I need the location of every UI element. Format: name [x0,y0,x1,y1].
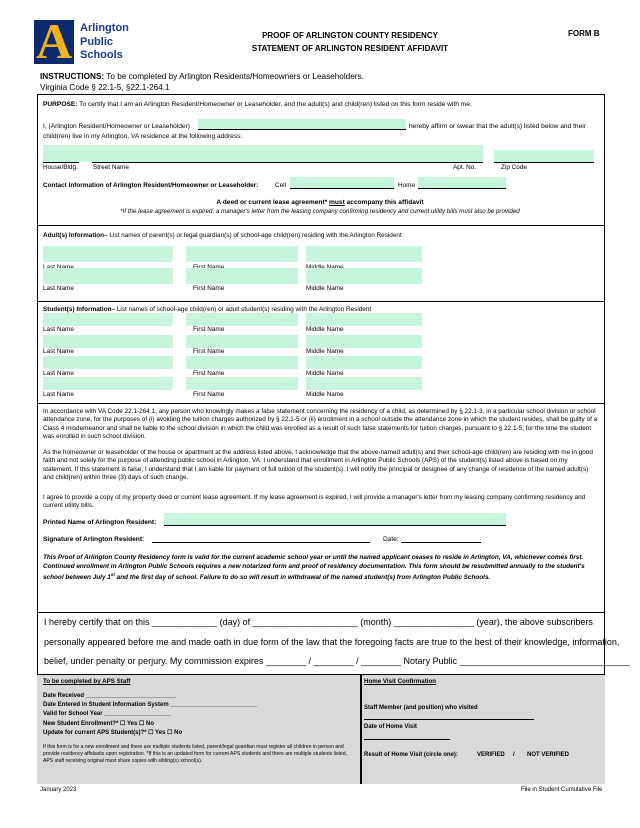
legal-paragraph-1: In accordance with VA Code 22.1-264.1, any person who knowingly makes a false statement concerning the residency of a child, as determined by § 22.1-3, in a particular school division or school attendance zone, for the purposes of (i) avoiding the tuition charges authorized by § 22.1-5 or (ii) enrollment in a school outside the attendance zone in which the student resides, shall be guilty of a Class 4 misdemeanor and shall be liable to the school division in which the child was enrolled as a result of such false statements for tuition charges, pursuant to § 22.1-5, for the time the student was enrolled in such school division. [43,408,598,441]
home-visit-title: Home Visit Confirmation [364,678,437,685]
signature-line[interactable] [152,542,370,543]
date-line[interactable] [401,542,481,543]
date-received: Date Received ___________________________ [43,693,176,699]
street-label: Street Name [93,164,129,171]
zip-field[interactable] [494,150,594,162]
option-separator: / [513,752,515,758]
legal-paragraph-2: As the homeowner or leaseholder of the house or apartment at the address listed above, I acknowledge that the above-named adult(s) and their school-age child(ren) are residing with me in good faith and not solely for the purpose of attending public school in Arlington, VA. I understand that enrollment in Arlington Public Schools (APS) of the student(s) listed above is based on my statement. If this statement is false, I understand that I am liable for payment of full tuition of the student(s). I will notify the principal or designee of any change of residence of the named adult(s) and child(ren) within three (3) days of such change. [43,449,593,482]
adult-middle-name-field[interactable] [306,246,422,262]
logo-text: Arlington Public Schools [80,22,129,61]
student-last-name-field[interactable] [43,335,173,348]
form-id: FORM B [568,29,600,38]
zip-label: Zip Code [501,164,527,171]
logo-letter: A [36,13,73,69]
legal-paragraph-3: I agree to provide a copy of my property deed or current lease agreement. If my lease agreement is expired, I will provide a manager's letter from my leasing company confirming residency and current utility bills. [43,494,586,510]
student-middle-name-field[interactable] [306,356,422,369]
staff-title: To be completed by APS Staff [43,678,131,685]
instructions: INSTRUCTIONS: To be completed by Arlington Residents/Homeowners or Leaseholders. Virginia Code § 22.1-5, §22.1-264.1 [40,72,364,92]
student-middle-name-field[interactable] [306,335,422,348]
adult-first-name-field[interactable] [186,268,298,284]
visit-result-label: Result of Home Visit (circle one): [364,752,458,758]
valid-school-year: Valid for School Year ____________________ [43,711,171,717]
update-current[interactable]: Update for current APS Student(s)?* ☐ Yes ☐ No [43,730,183,736]
student-last-name-field[interactable] [43,356,173,369]
resident-label: I, (Arlington Resident/Homeowner or Leaseholder) [43,123,190,130]
student-middle-name-field[interactable] [306,313,422,326]
date-label: Date: [383,536,399,543]
staff-note: If this form is for a new enrollment and there are multiple students listed, parent/legal guardian must register all children in person and provide residency affidavits upon registration. *If this is an updated form for current APS students and there are multiple students listed, APS staff receiving original must share copies with sibling(s) school(s). [43,744,347,765]
address-field[interactable] [43,145,483,162]
certify-line-2: personally appeared before me and made oath in due form of the law that the foregoing facts are true to the best of their knowledge, information, [44,637,620,647]
affirm-text: hereby affirm or swear that the adult(s) listed below and their [409,123,586,130]
home-label: Home [398,182,416,189]
home-visit-date-label: Date of Home Visit [364,724,417,730]
validity-notice: This Proof of Arlington County Residency form is valid for the current academic school year or until the named applicant ceases to reside in Arlington, VA, whichever comes first. Continued enrollment in Arlington Public Schools requires a new notarized form and proof of residency documentation. This form should be resubmitted annually to the student's school between July 1st and the first day of school. Failure to do so will result in withdrawal of the named student(s) from Arlington Public Schools. [43,554,585,582]
student-last-name-field[interactable] [43,377,173,390]
printed-name-field[interactable] [164,513,506,525]
footer-file-note: File in Student Cumulative File [521,787,603,793]
cell-label: Cell [275,182,287,189]
address-intro: child(ren) live in my Arlington, VA residence at the following address: [43,133,243,140]
staff-member-label: Staff Member (and position) who visited [364,705,478,711]
student-first-name-field[interactable] [186,335,298,348]
not-verified-option[interactable]: NOT VERIFIED [527,752,570,758]
staff-member-line[interactable] [364,719,534,720]
deed-note: *If the lease agreement is expired, a manager's letter from the leasing company confirming residency and current utility bills must also be provided [120,208,520,215]
verified-option[interactable]: VERIFIED [477,752,505,758]
footer-date: January 2023 [40,787,77,793]
home-visit-date-line[interactable] [364,739,450,740]
purpose-text: PURPOSE: To certify that I am an Arlington Resident/Homeowner or Leaseholder, and the adult(s) and child(ren) listed on this form reside with me. [43,101,472,108]
date-entered: Date Entered in Student Information System __________________________ [43,702,258,708]
new-enrollment[interactable]: New Student Enrollment?* ☐ Yes ☐ No [43,721,154,727]
certify-line-1: I hereby certify that on this _____________ (day) of _____________________ (month) ________________ (year), the above subscribers [44,617,593,627]
student-middle-name-field[interactable] [306,377,422,390]
signature-label: Signature of Arlington Resident: [43,536,145,543]
student-first-name-field[interactable] [186,313,298,326]
adult-first-name-field[interactable] [186,246,298,262]
student-first-name-field[interactable] [186,356,298,369]
student-last-name-field[interactable] [43,313,173,326]
adult-last-name-field[interactable] [43,246,173,262]
logo-mark [34,13,74,69]
students-heading: Student(s) Information– List names of school-age child(ren) or adult student(s) residing with the Arlington Resident [43,306,372,313]
deed-requirement: A deed or current lease agreement* must accompany this affidavit [216,199,424,206]
apt-label: Apt. No. [453,164,477,171]
aps-logo [34,13,138,69]
cell-field[interactable] [290,177,394,188]
home-phone-field[interactable] [418,177,506,188]
house-label: House/Bldg. [43,164,78,171]
certify-line-3: belief, under penalty or perjury. My commission expires ________ / ________ / ________ Notary Public __________________________________ [44,656,630,666]
form-title: PROOF OF ARLINGTON COUNTY RESIDENCY STATEMENT OF ARLINGTON RESIDENT AFFIDAVIT [251,31,449,53]
printed-name-label: Printed Name of Arlington Resident: [43,519,157,526]
adults-heading: Adult(s) Information– List names of parent(s) or legal guardian(s) of school-age child(ren) residing with the Arlington Resident [43,232,402,239]
contact-label: Contact Information of Arlington Resident/Homeowner or Leaseholder: [43,182,259,189]
adult-last-name-field[interactable] [43,268,173,284]
staff-divider [360,674,362,784]
adult-middle-name-field[interactable] [306,268,422,284]
student-first-name-field[interactable] [186,377,298,390]
